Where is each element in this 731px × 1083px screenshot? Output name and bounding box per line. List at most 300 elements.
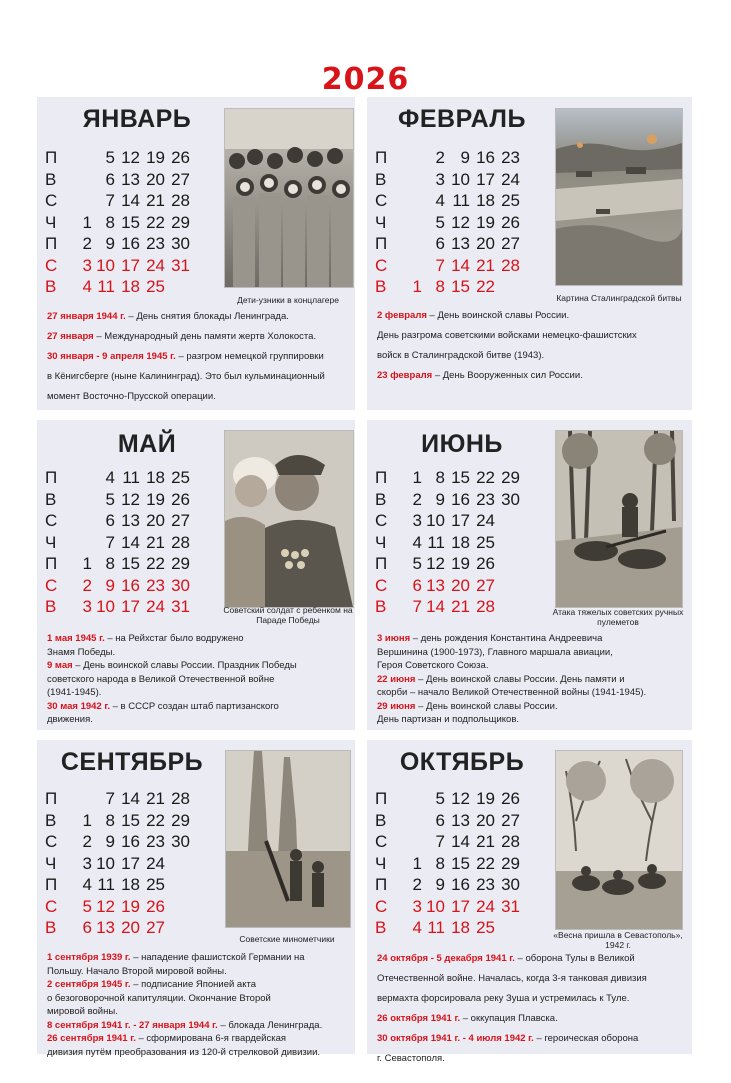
weekday-label: Ч [375,212,387,232]
day-cell: 18 [121,875,140,894]
day-cell: 11 [97,875,115,894]
calendar-row [45,917,205,939]
day-cell: 27 [501,234,520,253]
day-cell: 11 [452,191,470,210]
day-cell: 9 [460,148,470,167]
note-line [47,965,352,979]
day-cell: 18 [451,532,470,552]
day-cell: 24 [146,597,165,616]
day-cell: 12 [96,896,115,916]
calendar-row [45,896,205,918]
note-line [377,1029,689,1049]
note-line [47,367,352,387]
day-cell: 12 [121,489,140,509]
day-cell: 7 [412,597,422,616]
day-cell: 26 [146,896,165,916]
calendar-row [45,532,205,554]
calendar-row [375,874,535,896]
calendar-row [45,575,205,597]
weekday-label: С [45,255,58,275]
day-cell: 14 [451,832,470,851]
days-grid [45,788,205,939]
day-cell: 24 [501,169,520,189]
weekday-label: П [45,554,58,573]
day-cell: 2 [82,234,92,253]
photo-caption: Советские минометчики [239,934,335,944]
note-text: – блокада Ленинграда. [217,1019,323,1031]
month-panel-june [367,420,692,730]
day-cell: 26 [171,489,190,509]
day-cell: 10 [426,511,445,530]
day-cell: 1 [82,212,92,232]
day-cell: 8 [435,853,445,873]
day-cell: 18 [121,277,140,296]
weekday-label: В [45,810,57,830]
day-cell: 6 [435,810,445,830]
day-cell: 25 [171,468,190,487]
day-cell: 31 [501,896,520,916]
note-date: 22 июня [377,673,416,685]
day-cell: 12 [121,148,140,167]
day-cell: 19 [451,554,470,573]
weekday-label: С [45,191,58,210]
note-line [377,1049,689,1069]
weekday-label: П [375,468,388,487]
day-cell: 19 [476,789,495,808]
note-text: – День снятия блокады Ленинграда. [125,311,289,322]
note-line [47,1046,352,1060]
day-cell: 11 [122,468,140,487]
day-cell: 4 [435,191,445,210]
day-cell: 28 [476,597,495,616]
note-date: 29 июня [377,700,416,712]
calendar-row [375,575,535,597]
note-line [377,326,687,346]
day-cell: 16 [451,875,470,894]
calendar-row [45,874,205,896]
day-cell: 23 [146,575,165,595]
day-cell: 10 [96,597,115,616]
month-notes [377,949,689,1069]
note-line [47,1005,352,1019]
day-cell: 17 [121,255,140,275]
note-line [47,632,352,646]
note-text: войск в Сталинградской битве (1943). [377,350,545,361]
note-line [47,659,352,673]
photo-sevastopol-spring [555,750,683,930]
weekday-label: С [375,896,388,916]
day-cell: 30 [501,875,520,894]
day-cell: 4 [82,875,92,894]
day-cell: 9 [105,832,115,851]
calendar-row [375,553,535,575]
day-cell: 3 [435,169,445,189]
day-cell: 15 [121,554,140,573]
day-cell: 17 [451,896,470,916]
day-cell: 22 [146,554,165,573]
day-cell: 22 [146,212,165,232]
month-name: ИЮНЬ [421,430,503,458]
day-cell: 26 [501,789,520,808]
day-cell: 24 [476,511,495,530]
weekday-label: В [375,169,387,189]
note-date: 30 октября 1941 г. - 4 июля 1942 г. [377,1033,534,1044]
day-cell: 26 [171,148,190,167]
note-date: 3 июня [377,633,411,644]
month-notes [47,951,352,1059]
note-date: 1 мая 1945 г. [47,633,105,644]
calendar-row [45,190,205,212]
day-cell: 6 [105,511,115,530]
day-cell: 11 [97,277,115,296]
day-cell: 14 [451,255,470,275]
day-cell: 16 [121,832,140,851]
calendar-row [375,788,535,810]
month-panel-february [367,97,692,410]
day-cell: 18 [451,918,470,937]
note-line [47,646,352,660]
day-cell: 13 [121,169,140,189]
day-cell: 15 [451,853,470,873]
day-cell: 31 [171,255,190,275]
day-cell: 29 [501,468,520,487]
calendar-row [375,467,535,489]
day-cell: 16 [121,234,140,253]
day-cell: 1 [412,277,422,296]
note-line [47,978,352,992]
day-cell: 27 [171,169,190,189]
note-text: – День воинской славы России. [426,310,570,321]
day-cell: 28 [171,789,190,808]
day-cell: 19 [476,212,495,232]
weekday-label: В [375,810,387,830]
weekday-label: П [375,148,388,167]
day-cell: 30 [171,234,190,253]
day-cell: 14 [121,191,140,210]
photo-mortar-crew [225,750,351,928]
day-cell: 25 [501,191,520,210]
day-cell: 7 [105,532,115,552]
calendar-row [375,596,535,618]
day-cell: 5 [105,489,115,509]
day-cell: 13 [121,511,140,530]
day-cell: 22 [476,277,495,296]
day-cell: 17 [121,853,140,873]
weekday-label: Ч [45,532,57,552]
calendar-row [45,467,205,489]
day-cell: 24 [146,255,165,275]
day-cell: 9 [105,575,115,595]
weekday-label: В [375,597,387,616]
day-cell: 3 [82,597,92,616]
day-cell: 14 [121,789,140,808]
note-text: – День воинской славы России. День памяти и [415,673,625,685]
day-cell: 17 [451,511,470,530]
day-cell: 6 [412,575,422,595]
photo-image [556,751,682,929]
calendar-row [375,532,535,554]
weekday-label: С [375,191,388,210]
day-cell: 7 [435,832,445,851]
weekday-label: В [375,277,387,296]
calendar-row [375,212,535,234]
day-cell: 19 [121,896,140,916]
day-cell: 7 [105,789,115,808]
note-text: Отечественной войне. Началась, когда 3-я танковая дивизия [377,973,647,984]
day-cell: 16 [476,148,495,167]
note-line [47,387,352,407]
month-panel-september [37,740,355,1058]
days-grid [45,467,205,618]
note-text: – героическая оборона [533,1033,639,1044]
note-text: Вершинина (1900-1973), Главного маршала авиации, [377,646,613,658]
note-text: о безоговорочной капитуляции. Окончание Второй [47,992,271,1004]
weekday-label: П [45,789,58,808]
day-cell: 21 [476,255,495,275]
day-cell: 20 [146,169,165,189]
calendar-row [375,190,535,212]
day-cell: 27 [171,511,190,530]
weekday-label: В [45,169,57,189]
weekday-label: П [375,875,388,894]
day-cell: 21 [146,789,165,808]
month-name: ОКТЯБРЬ [399,748,525,776]
day-cell: 18 [476,191,495,210]
days-grid [375,467,535,618]
note-text: – разгром немецкой группировки [175,351,324,362]
day-cell: 3 [82,853,92,873]
weekday-label: В [45,597,57,616]
day-cell: 5 [105,148,115,167]
day-cell: 29 [171,212,190,232]
calendar-row [45,596,205,618]
note-date: 23 февраля [377,370,433,381]
day-cell: 10 [96,853,115,873]
day-cell: 29 [501,853,520,873]
weekday-label: С [45,575,58,595]
day-cell: 4 [412,532,422,552]
weekday-label: С [45,896,58,916]
calendar-row [45,788,205,810]
note-text: – оккупация Плавска. [460,1013,558,1024]
photo-soldier-with-child [224,430,354,608]
day-cell: 30 [501,489,520,509]
day-cell: 9 [435,875,445,894]
note-line [377,949,689,969]
day-cell: 9 [105,234,115,253]
calendar-row [45,147,205,169]
note-line [377,632,689,646]
day-cell: 2 [82,832,92,851]
note-line [47,951,352,965]
day-cell: 25 [476,918,495,937]
day-cell: 24 [476,896,495,916]
note-date: 1 сентября 1939 г. [47,952,131,963]
day-cell: 25 [476,532,495,552]
calendar-row [375,276,535,298]
day-cell: 17 [121,597,140,616]
day-cell: 9 [435,489,445,509]
calendar-row [375,810,535,832]
weekday-label: В [45,489,57,509]
note-text: дивизия путём преобразования из 120-й стрелковой дивизии. [47,1046,321,1058]
calendar-row [375,169,535,191]
calendar-row [375,853,535,875]
day-cell: 16 [121,575,140,595]
day-cell: 10 [426,896,445,916]
note-date: 27 января 1944 г. [47,311,126,322]
day-cell: 6 [105,169,115,189]
day-cell: 19 [146,489,165,509]
weekday-label: Ч [375,853,387,873]
day-cell: 3 [412,511,422,530]
day-cell: 29 [171,554,190,573]
day-cell: 15 [121,212,140,232]
day-cell: 8 [105,810,115,830]
note-text: Польшу. Начало Второй мировой войны. [47,965,227,977]
day-cell: 20 [476,234,495,253]
weekday-label: Ч [375,532,387,552]
note-line [47,686,352,700]
day-cell: 8 [435,468,445,487]
day-cell: 6 [82,918,92,937]
weekday-label: П [45,234,58,253]
photo-image [225,431,353,607]
photo-image [226,751,350,927]
year-title: 2026 [321,62,410,97]
day-cell: 4 [412,918,422,937]
day-cell: 7 [105,191,115,210]
note-text: – подписание Японией акта [130,979,257,990]
note-text: – Международный день памяти жертв Холокоста. [93,331,317,342]
day-cell: 31 [171,597,190,616]
calendar-row [375,510,535,532]
month-name: ФЕВРАЛЬ [398,105,526,133]
weekday-label: П [45,148,58,167]
note-text: движения. [47,714,93,725]
month-name: МАЙ [117,430,177,458]
day-cell: 12 [426,554,445,573]
calendar-row [45,233,205,255]
day-cell: 8 [105,212,115,232]
day-cell: 11 [427,532,445,552]
day-cell: 8 [435,277,445,296]
note-date: 9 мая [47,660,73,671]
note-line [377,1009,689,1029]
note-text: День разгрома советскими войсками немецко-фашистских [377,330,637,341]
day-cell: 14 [426,597,445,616]
day-cell: 21 [451,597,470,616]
month-name: ЯНВАРЬ [82,105,192,133]
weekday-label: П [375,234,388,253]
day-cell: 15 [121,810,140,830]
day-cell: 23 [146,234,165,253]
day-cell: 4 [82,277,92,296]
weekday-label: В [45,277,57,296]
day-cell: 30 [171,832,190,851]
day-cell: 5 [435,212,445,232]
day-cell: 21 [476,832,495,851]
day-cell: 21 [146,191,165,210]
day-cell: 26 [501,212,520,232]
note-date: 2 февраля [377,310,427,321]
note-date: 26 октября 1941 г. [377,1013,461,1024]
note-line [377,989,689,1009]
weekday-label: В [45,918,57,937]
note-date: 30 января - 9 апреля 1945 г. [47,351,176,362]
weekday-label: П [375,789,388,808]
photo-caption: Дети-узники в концлагере [237,295,339,305]
note-date: 27 января [47,331,94,342]
note-line [377,659,689,673]
photo-caption: «Весна пришла в Севастополь», 1942 г. [553,930,683,950]
day-cell: 22 [146,810,165,830]
calendar-row [375,233,535,255]
day-cell: 12 [451,789,470,808]
calendar-row [375,147,535,169]
photo-caption: Атака тяжелых советских ручных пулеметов [552,607,684,627]
note-line [377,646,689,660]
day-cell: 5 [82,896,92,916]
calendar-row [375,489,535,511]
note-line [47,992,352,1006]
day-cell: 19 [146,148,165,167]
note-line [47,673,352,687]
month-notes [377,632,689,727]
note-date: 24 октября - 5 декабря 1941 г. [377,953,515,964]
calendar-row [375,896,535,918]
day-cell: 3 [412,896,422,916]
note-line [47,327,352,347]
days-grid [375,788,535,939]
day-cell: 27 [146,918,165,937]
calendar-row [45,489,205,511]
day-cell: 22 [476,468,495,487]
day-cell: 27 [476,575,495,595]
day-cell: 13 [426,575,445,595]
day-cell: 28 [501,255,520,275]
day-cell: 1 [412,468,422,487]
note-line [377,366,687,386]
day-cell: 2 [412,489,422,509]
note-text: советского народа в Великой Отечественной войне [47,673,275,685]
note-text: – День Вооруженных сил России. [432,370,583,381]
weekday-label: С [375,511,388,530]
day-cell: 13 [451,810,470,830]
day-cell: 5 [435,789,445,808]
note-line [47,713,352,727]
day-cell: 2 [412,875,422,894]
photo-stalingrad-painting [555,108,683,286]
calendar-row [45,510,205,532]
day-cell: 5 [412,554,422,573]
day-cell: 28 [171,191,190,210]
weekday-label: С [375,255,388,275]
note-text: – День воинской славы России. [415,700,558,712]
weekday-label: П [45,875,58,894]
days-grid [45,147,205,298]
day-cell: 4 [105,468,115,487]
photo-image [556,109,682,285]
calendar-row [375,255,535,277]
day-cell: 23 [146,832,165,851]
calendar-row [45,831,205,853]
note-text: в Кёнигсберге (ныне Калининград). Это был кульминационный [47,371,325,382]
day-cell: 15 [451,468,470,487]
day-cell: 26 [476,554,495,573]
day-cell: 13 [451,234,470,253]
note-date: 2 сентября 1945 г. [47,979,131,990]
